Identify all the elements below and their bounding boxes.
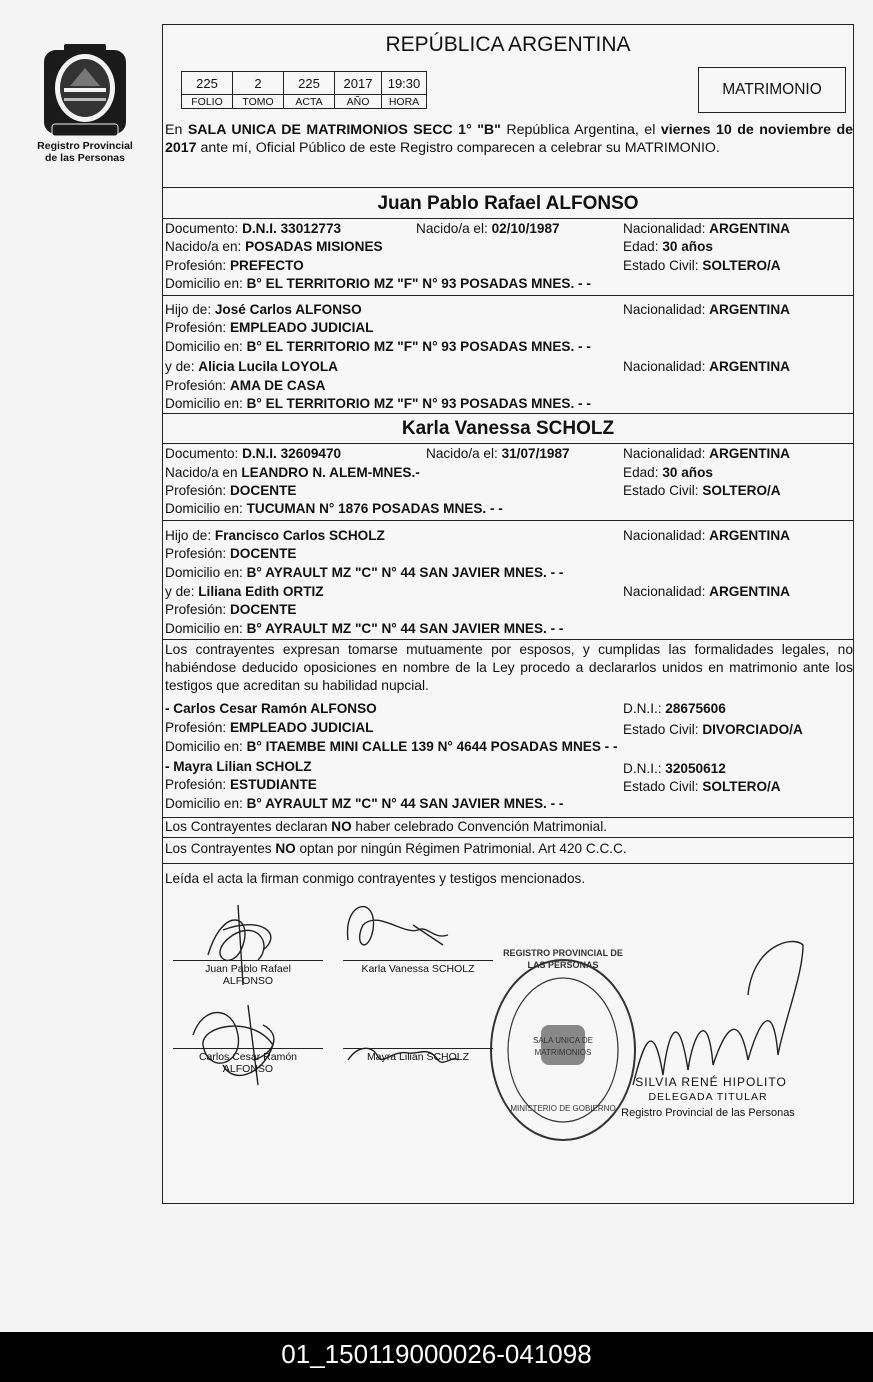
spouse2-birthdate: Nacido/a el: 31/07/1987: [426, 446, 570, 461]
spouse1-signature-caption: Juan Pablo Rafael ALFONSO: [205, 963, 291, 987]
divider: [163, 520, 853, 521]
spouse1-civil-status: Estado Civil: SOLTERO/A: [623, 258, 781, 273]
record-type-box: MATRIMONIO: [698, 67, 846, 113]
spouse1-profession: Profesión: PREFECTO: [165, 258, 304, 273]
intro-paragraph: [165, 121, 853, 157]
spouse2-civil-status: Estado Civil: SOLTERO/A: [623, 483, 781, 498]
anio-label: AÑO: [335, 95, 382, 109]
divider: [163, 218, 853, 219]
acta-label: ACTA: [284, 95, 335, 109]
spouse1-address: Domicilio en: B° EL TERRITORIO MZ "F" N° 93 POSADAS MNES. - -: [165, 276, 591, 291]
divider: [163, 187, 853, 188]
spouse2-signature-caption: Karla Vanessa SCHOLZ: [361, 963, 475, 975]
spouse1-birthdate: Nacido/a el: 02/10/1987: [416, 221, 560, 236]
signature-line: [173, 960, 323, 961]
registry-logo: [30, 40, 140, 170]
spouse1-birthplace: Nacido/a en: POSADAS MISIONES: [165, 239, 383, 254]
intro-text-1: En: [165, 122, 188, 138]
spouse2-signature-icon: [348, 907, 448, 945]
record-reference-table: [181, 71, 427, 109]
spouse1-father: Hijo de: José Carlos ALFONSO: [165, 302, 362, 317]
official-title: DELEGADA TITULAR: [648, 1091, 768, 1103]
document-barcode-code: 01_150119000026-041098: [0, 1332, 873, 1382]
ceremony-place: SALA UNICA DE MATRIMONIOS SECC 1° "B": [187, 122, 501, 138]
spouse2-age: Edad: 30 años: [623, 465, 713, 480]
tomo-label: TOMO: [233, 95, 284, 109]
country-title: REPÚBLICA ARGENTINA: [385, 33, 631, 56]
witness1-name: - Carlos Cesar Ramón ALFONSO: [165, 701, 377, 716]
folio-value: 225: [182, 72, 233, 95]
divider: [163, 639, 853, 640]
spouse2-mother-address: Domicilio en: B° AYRAULT MZ "C" N° 44 SAN JAVIER MNES. - -: [165, 621, 564, 636]
hora-label: HORA: [382, 95, 427, 109]
witness2-profession: Profesión: ESTUDIANTE: [165, 777, 317, 792]
witness1-civil-status: Estado Civil: DIVORCIADO/A: [623, 722, 803, 737]
signature-line: [343, 960, 493, 961]
spouse1-mother-nationality: Nacionalidad: ARGENTINA: [623, 359, 790, 374]
spouse2-profession: Profesión: DOCENTE: [165, 483, 297, 498]
witness1-address: Domicilio en: B° ITAEMBE MINI CALLE 139 N° 4644 POSADAS MNES - -: [165, 739, 618, 754]
official-organization: Registro Provincial de las Personas: [621, 1107, 795, 1119]
spouse1-name: Juan Pablo Rafael ALFONSO: [377, 193, 639, 214]
registry-caption-1: Registro Provincial: [37, 140, 133, 152]
divider: [163, 295, 853, 296]
ceremony-date: viernes 10 de noviembre de 2017: [165, 122, 854, 156]
convention-statement: Los Contrayentes declaran NO haber celebrado Convención Matrimonial.: [165, 819, 608, 834]
province-emblem-icon: [30, 40, 140, 138]
witness2-signature-caption: Mayra Lilian SCHOLZ: [366, 1051, 470, 1063]
anio-value: 2017: [335, 72, 382, 95]
spouse2-nationality: Nacionalidad: ARGENTINA: [623, 446, 790, 461]
spouse1-father-nationality: Nacionalidad: ARGENTINA: [623, 302, 790, 317]
witness2-civil-status: Estado Civil: SOLTERO/A: [623, 779, 781, 794]
spouse1-age: Edad: 30 años: [623, 239, 713, 254]
witness2-name: - Mayra Lilian SCHOLZ: [165, 759, 312, 774]
spouse1-mother-profession: Profesión: AMA DE CASA: [165, 378, 326, 393]
spouse2-father-nationality: Nacionalidad: ARGENTINA: [623, 528, 790, 543]
tomo-value: 2: [233, 72, 284, 95]
signature-line: [343, 1048, 493, 1049]
spouse2-father-address: Domicilio en: B° AYRAULT MZ "C" N° 44 SAN JAVIER MNES. - -: [165, 565, 564, 580]
spouse2-address: Domicilio en: TUCUMAN N° 1876 POSADAS MNES. - -: [165, 501, 503, 516]
witness2-address: Domicilio en: B° AYRAULT MZ "C" N° 44 SAN JAVIER MNES. - -: [165, 796, 564, 811]
stamp-inner-text: SALA UNICA DE MATRIMONIOS: [532, 1036, 594, 1057]
official-signature-icon: [633, 942, 803, 1085]
witness1-profession: Profesión: EMPLEADO JUDICIAL: [165, 720, 374, 735]
hora-value: 19:30: [382, 72, 427, 95]
stamp-bottom-text: MINISTERIO DE GOBIERNO: [510, 1104, 616, 1113]
official-name: SILVIA RENÉ HIPOLITO: [635, 1075, 787, 1089]
divider: [163, 413, 853, 414]
spouse1-document: Documento: D.N.I. 33012773: [165, 221, 342, 236]
marriage-certificate: [162, 24, 854, 1204]
intro-text-3: ante mí, Oficial Público de este Registro comparecen a celebrar su MATRIMONIO.: [196, 140, 720, 156]
acta-value: 225: [284, 72, 335, 95]
spouse1-mother-address: Domicilio en: B° EL TERRITORIO MZ "F" N° 93 POSADAS MNES. - -: [165, 396, 591, 411]
spouse2-father: Hijo de: Francisco Carlos SCHOLZ: [165, 528, 385, 543]
witness2-dni: D.N.I.: 32050612: [623, 761, 726, 776]
intro-text-2: República Argentina, el: [500, 122, 661, 138]
signature-line: [173, 1048, 323, 1049]
spouse1-nationality: Nacionalidad: ARGENTINA: [623, 221, 790, 236]
witness1-dni: D.N.I.: 28675606: [623, 701, 726, 716]
spouse1-mother: y de: Alicia Lucila LOYOLA: [165, 359, 338, 374]
stamp-text: REGISTRO PROVINCIAL DE LAS PERSONAS: [503, 948, 623, 970]
divider: [163, 837, 853, 838]
declaration-paragraph: Los contrayentes expresan tomarse mutuamente por esposos, y cumplidas las formalidades legales, no habiéndose deducido oposiciones en nombre de la Ley procedo a declararlos unidos en matrimonio ante los testigos que acreditan su habilidad nupcial.: [165, 642, 853, 693]
reading-statement: Leída el acta la firman conmigo contrayentes y testigos mencionados.: [165, 871, 586, 886]
witness1-signature-caption: Carlos Cesar Ramón ALFONSO: [198, 1051, 298, 1075]
registry-caption-2: de las Personas: [45, 152, 125, 164]
spouse2-mother-profession: Profesión: DOCENTE: [165, 602, 297, 617]
spouse1-father-profession: Profesión: EMPLEADO JUDICIAL: [165, 320, 374, 335]
property-regime-statement: Los Contrayentes NO optan por ningún Régimen Patrimonial. Art 420 C.C.C.: [165, 841, 627, 856]
divider: [163, 863, 853, 864]
spouse2-mother-nationality: Nacionalidad: ARGENTINA: [623, 584, 790, 599]
spouse2-mother: y de: Liliana Edith ORTIZ: [165, 584, 324, 599]
spouse2-document: Documento: D.N.I. 32609470: [165, 446, 342, 461]
divider: [163, 443, 853, 444]
spouse2-father-profession: Profesión: DOCENTE: [165, 546, 297, 561]
spouse2-birthplace: Nacido/a en LEANDRO N. ALEM-MNES.-: [165, 465, 420, 480]
folio-label: FOLIO: [182, 95, 233, 109]
spouse1-father-address: Domicilio en: B° EL TERRITORIO MZ "F" N° 93 POSADAS MNES. - -: [165, 339, 591, 354]
spouse2-name: Karla Vanessa SCHOLZ: [401, 418, 615, 439]
